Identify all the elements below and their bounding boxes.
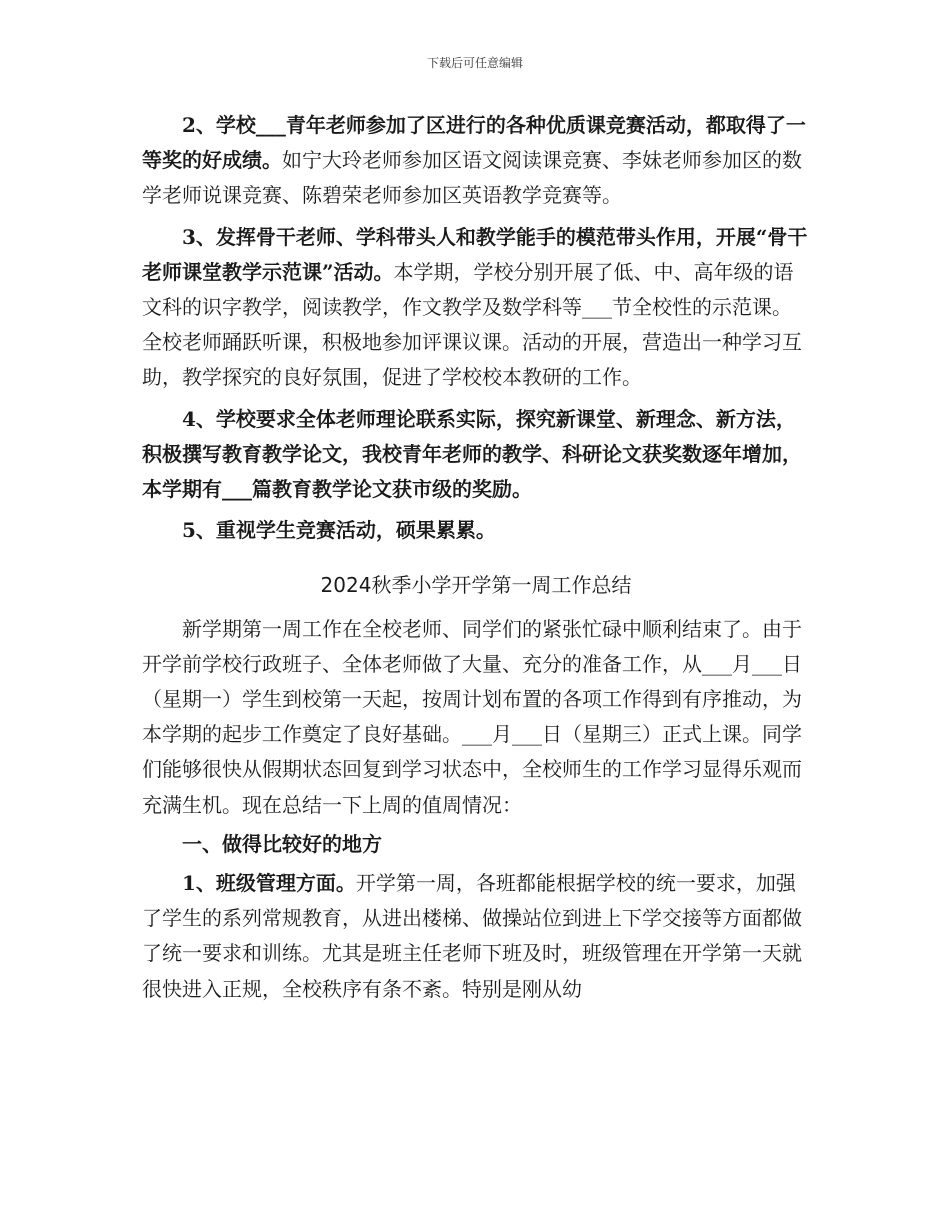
item-class-management-lead: 1、班级管理方面。 — [182, 871, 356, 896]
paragraph-2 — [142, 108, 810, 214]
intro-paragraph: 新学期第一周工作在全校老师、同学们的紧张忙碌中顺利结束了。由于开学前学校行政班子、全体老师做了大量、充分的准备工作，从___月___日（星期一）学生到校第一天起，按周计划布置的各项工作得到有序推动，为本学期的起步工作奠定了良好基础。___月___日（星期三）正式上课。同学们能够很快从假期状态回复到学习状态中，全校师生的工作学习显得乐观而充满生机。现在总结一下上周的值周情况： — [142, 616, 802, 817]
paragraph-3-lead: 3、发挥骨干老师、学科带头人和教学能手的模范带头作用，开展“骨干老师课堂教学示范课”活动。 — [142, 224, 808, 284]
section-title: 2024秋季小学开学第一周工作总结 — [320, 573, 632, 598]
item-class-management-text: 开学第一周，各班都能根据学校的统一要求，加强了学生的系列常规教育，从进出楼梯、做操站位到进上下学交接等方面都做了统一要求和训练。尤其是班主任老师下班及时，班级管理在开学第一天就很快进入正规，全校秩序有条不紊。特别是刚从幼 — [142, 871, 802, 1001]
paragraph-2-text: 如宁大玲老师参加区语文阅读课竞赛、李妹老师参加区的数学老师说课竞赛、陈碧荣老师参加区英语教学竞赛等。 — [142, 148, 802, 208]
paragraph-4-lead: 4、学校要求全体老师理论联系实际，探究新课堂、新理念、新方法，积极撰写教育教学论文，我校青年老师的教学、科研论文获奖数逐年增加，本学期有___篇教育教学论文获市级的奖励。 — [142, 406, 802, 502]
paragraph-3 — [142, 220, 810, 396]
paragraph-5 — [142, 513, 810, 548]
document-body — [142, 108, 810, 1007]
heading-good-points: 一、做得比较好的地方 — [182, 831, 382, 856]
page-header: 下载后可任意编辑 — [426, 56, 523, 70]
paragraph-4 — [142, 402, 810, 508]
paragraph-2-lead: 2、学校___青年老师参加了区进行的各种优质课竞赛活动，都取得了一等奖的好成绩。 — [142, 113, 806, 173]
item-class-management — [142, 866, 810, 1007]
paragraph-3-text: 本学期，学校分别开展了低、中、高年级的语文科的识字教学，阅读教学，作文教学及数学科等___节全校性的示范课。全校老师踊跃听课，积极地参加评课议课。活动的开展，营造出一种学习互助，教学探究的良好氛围，促进了学校校本教研的工作。 — [142, 259, 802, 390]
paragraph-5-lead: 5、重视学生竞赛活动，硕果累累。 — [182, 518, 496, 543]
